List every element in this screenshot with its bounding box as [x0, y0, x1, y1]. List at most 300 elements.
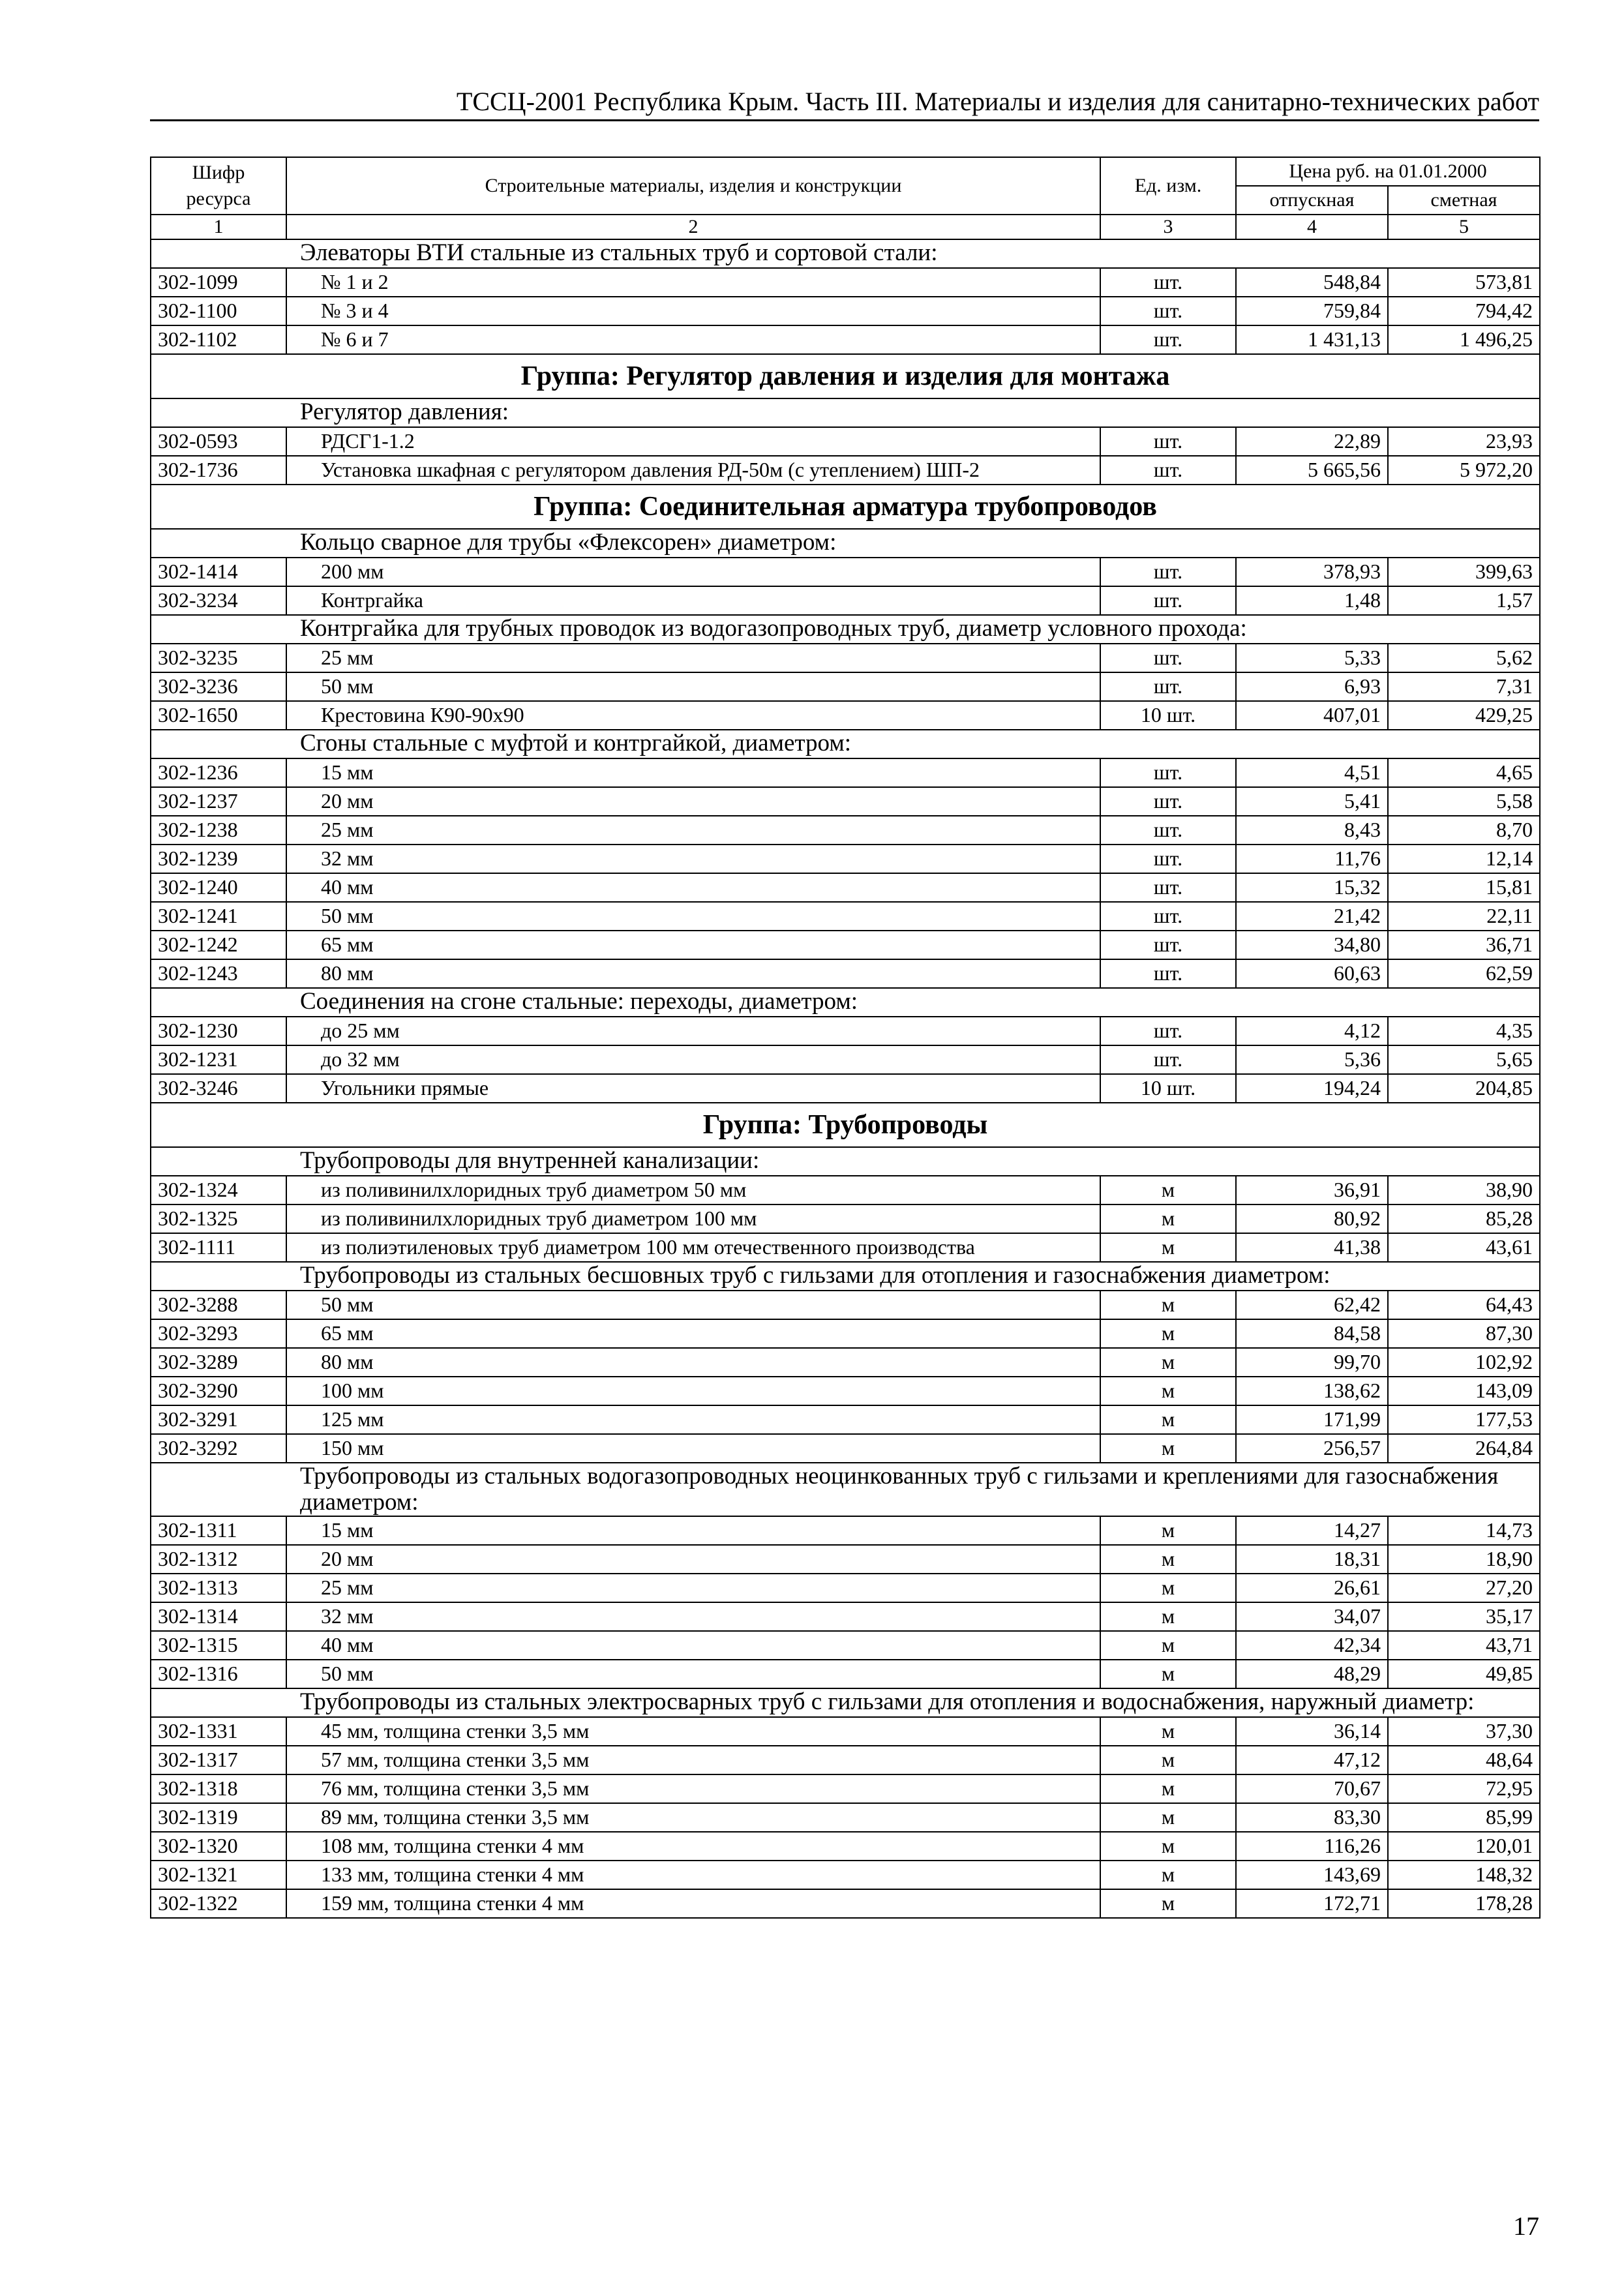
table-row	[151, 325, 1540, 354]
unit-cell: шт.	[1100, 758, 1236, 787]
material-name: 50 мм	[286, 902, 1100, 931]
group-title: Группа: Трубопроводы	[151, 1103, 1540, 1147]
release-price: 99,70	[1236, 1348, 1388, 1377]
release-price: 48,29	[1236, 1660, 1388, 1688]
subgroup-title: Элеваторы ВТИ стальные из стальных труб и сортовой стали:	[151, 239, 1540, 268]
release-price: 6,93	[1236, 672, 1388, 701]
page-number: 17	[1513, 2211, 1539, 2241]
resource-code: 302-1102	[151, 325, 286, 354]
table-row	[151, 1348, 1540, 1377]
table-row	[151, 1774, 1540, 1803]
release-price: 18,31	[1236, 1545, 1388, 1574]
table-row	[151, 1746, 1540, 1774]
table-row	[151, 1377, 1540, 1405]
resource-code: 302-1100	[151, 297, 286, 325]
release-price: 36,14	[1236, 1717, 1388, 1746]
estimate-price: 14,73	[1388, 1516, 1540, 1545]
table-row	[151, 758, 1540, 787]
release-price: 548,84	[1236, 268, 1388, 297]
estimate-price: 143,09	[1388, 1377, 1540, 1405]
subgroup-title: Контргайка для трубных проводок из водогазопроводных труб, диаметр условного прохода:	[151, 615, 1540, 644]
resource-code: 302-3290	[151, 1377, 286, 1405]
resource-code: 302-1313	[151, 1574, 286, 1602]
subgroup-title: Сгоны стальные с муфтой и контргайкой, диаметром:	[151, 730, 1540, 758]
release-price: 256,57	[1236, 1434, 1388, 1463]
estimate-price: 22,11	[1388, 902, 1540, 931]
unit-cell: шт.	[1100, 558, 1236, 586]
material-name: 40 мм	[286, 873, 1100, 902]
estimate-price: 264,84	[1388, 1434, 1540, 1463]
table-row	[151, 1861, 1540, 1889]
material-name: 150 мм	[286, 1434, 1100, 1463]
material-name: 32 мм	[286, 845, 1100, 873]
table-row	[151, 1176, 1540, 1204]
material-name: 40 мм	[286, 1631, 1100, 1660]
unit-cell: 10 шт.	[1100, 701, 1236, 730]
resource-code: 302-1324	[151, 1176, 286, 1204]
table-row	[151, 586, 1540, 615]
unit-cell: шт.	[1100, 902, 1236, 931]
group-title: Группа: Регулятор давления и изделия для монтажа	[151, 354, 1540, 398]
estimate-price: 794,42	[1388, 297, 1540, 325]
estimate-price: 18,90	[1388, 1545, 1540, 1574]
release-price: 34,07	[1236, 1602, 1388, 1631]
release-price: 116,26	[1236, 1832, 1388, 1861]
resource-code: 302-1312	[151, 1545, 286, 1574]
estimate-price: 7,31	[1388, 672, 1540, 701]
estimate-price: 43,61	[1388, 1233, 1540, 1262]
material-name: № 3 и 4	[286, 297, 1100, 325]
subgroup-title: Трубопроводы для внутренней канализации:	[151, 1147, 1540, 1176]
unit-cell: м	[1100, 1204, 1236, 1233]
table-row	[151, 701, 1540, 730]
estimate-price: 120,01	[1388, 1832, 1540, 1861]
unit-cell: шт.	[1100, 672, 1236, 701]
resource-code: 302-1311	[151, 1516, 286, 1545]
material-name: 65 мм	[286, 1319, 1100, 1348]
group-header-row	[151, 354, 1540, 398]
estimate-price: 27,20	[1388, 1574, 1540, 1602]
material-name: 20 мм	[286, 1545, 1100, 1574]
table-row	[151, 672, 1540, 701]
estimate-price: 23,93	[1388, 427, 1540, 456]
material-name: 45 мм, толщина стенки 3,5 мм	[286, 1717, 1100, 1746]
release-price: 172,71	[1236, 1889, 1388, 1918]
table-body	[151, 239, 1540, 1918]
subgroup-header-row	[151, 988, 1540, 1017]
release-price: 14,27	[1236, 1516, 1388, 1545]
subgroup-header-row	[151, 730, 1540, 758]
estimate-price: 1 496,25	[1388, 325, 1540, 354]
material-name: 125 мм	[286, 1405, 1100, 1434]
resource-code: 302-1099	[151, 268, 286, 297]
material-name: 57 мм, толщина стенки 3,5 мм	[286, 1746, 1100, 1774]
estimate-price: 15,81	[1388, 873, 1540, 902]
estimate-price: 48,64	[1388, 1746, 1540, 1774]
unit-cell: шт.	[1100, 931, 1236, 959]
unit-cell: м	[1100, 1574, 1236, 1602]
estimate-price: 87,30	[1388, 1319, 1540, 1348]
resource-code: 302-1241	[151, 902, 286, 931]
estimate-price: 178,28	[1388, 1889, 1540, 1918]
subgroup-header-row	[151, 1688, 1540, 1717]
unit-cell: шт.	[1100, 1017, 1236, 1045]
resource-code: 302-3292	[151, 1434, 286, 1463]
estimate-price: 62,59	[1388, 959, 1540, 988]
estimate-price: 429,25	[1388, 701, 1540, 730]
unit-cell: м	[1100, 1319, 1236, 1348]
table-row	[151, 427, 1540, 456]
material-name: 50 мм	[286, 672, 1100, 701]
subgroup-header-row	[151, 398, 1540, 427]
release-price: 83,30	[1236, 1803, 1388, 1832]
resource-code: 302-1242	[151, 931, 286, 959]
table-row	[151, 873, 1540, 902]
resource-code: 302-3291	[151, 1405, 286, 1434]
resource-code: 302-3289	[151, 1348, 286, 1377]
table-row	[151, 1434, 1540, 1463]
resource-code: 302-3288	[151, 1291, 286, 1319]
group-header-row	[151, 485, 1540, 529]
col-unit-header: Ед. изм.	[1100, 157, 1236, 215]
unit-cell: м	[1100, 1746, 1236, 1774]
unit-cell: м	[1100, 1516, 1236, 1545]
col-price-header: Цена руб. на 01.01.2000	[1236, 157, 1540, 186]
release-price: 26,61	[1236, 1574, 1388, 1602]
unit-cell: м	[1100, 1405, 1236, 1434]
resource-code: 302-1315	[151, 1631, 286, 1660]
release-price: 42,34	[1236, 1631, 1388, 1660]
table-row	[151, 845, 1540, 873]
unit-cell: м	[1100, 1291, 1236, 1319]
estimate-price: 35,17	[1388, 1602, 1540, 1631]
col-number: 4	[1236, 215, 1388, 239]
table-row	[151, 558, 1540, 586]
resource-code: 302-1237	[151, 787, 286, 816]
unit-cell: м	[1100, 1176, 1236, 1204]
resource-code: 302-3234	[151, 586, 286, 615]
unit-cell: м	[1100, 1348, 1236, 1377]
unit-cell: шт.	[1100, 644, 1236, 672]
price-table	[150, 157, 1541, 1919]
table-row	[151, 959, 1540, 988]
material-name: из поливинилхлоридных труб диаметром 100 мм	[286, 1204, 1100, 1233]
material-name: 20 мм	[286, 787, 1100, 816]
release-price: 60,63	[1236, 959, 1388, 988]
table-row	[151, 456, 1540, 485]
material-name: РДСГ1-1.2	[286, 427, 1100, 456]
subgroup-title: Соединения на сгоне стальные: переходы, диаметром:	[151, 988, 1540, 1017]
table-row	[151, 1291, 1540, 1319]
unit-cell: шт.	[1100, 787, 1236, 816]
estimate-price: 5,65	[1388, 1045, 1540, 1074]
group-header-row	[151, 1103, 1540, 1147]
table-row	[151, 1660, 1540, 1688]
table-row	[151, 902, 1540, 931]
subgroup-header-row	[151, 1262, 1540, 1291]
material-name: 50 мм	[286, 1291, 1100, 1319]
release-price: 143,69	[1236, 1861, 1388, 1889]
release-price: 22,89	[1236, 427, 1388, 456]
unit-cell: м	[1100, 1803, 1236, 1832]
col-name-header: Строительные материалы, изделия и конструкции	[286, 157, 1100, 215]
table-row	[151, 1204, 1540, 1233]
material-name: 159 мм, толщина стенки 4 мм	[286, 1889, 1100, 1918]
table-row	[151, 644, 1540, 672]
unit-cell: шт.	[1100, 586, 1236, 615]
unit-cell: м	[1100, 1377, 1236, 1405]
release-price: 5 665,56	[1236, 456, 1388, 485]
resource-code: 302-1325	[151, 1204, 286, 1233]
estimate-price: 148,32	[1388, 1861, 1540, 1889]
resource-code: 302-1111	[151, 1233, 286, 1262]
release-price: 4,12	[1236, 1017, 1388, 1045]
estimate-price: 43,71	[1388, 1631, 1540, 1660]
resource-code: 302-1318	[151, 1774, 286, 1803]
col-number: 2	[286, 215, 1100, 239]
resource-code: 302-1414	[151, 558, 286, 586]
resource-code: 302-3236	[151, 672, 286, 701]
subgroup-title: Кольцо сварное для трубы «Флексорен» диаметром:	[151, 529, 1540, 558]
material-name: из поливинилхлоридных труб диаметром 50 мм	[286, 1176, 1100, 1204]
col-number: 5	[1388, 215, 1540, 239]
subgroup-header-row	[151, 1463, 1540, 1516]
material-name: 25 мм	[286, 644, 1100, 672]
material-name: до 25 мм	[286, 1017, 1100, 1045]
page-header: ТССЦ-2001 Республика Крым. Часть III. Материалы и изделия для санитарно-технических работ	[456, 87, 1539, 116]
subgroup-title: Трубопроводы из стальных бесшовных труб с гильзами для отопления и газоснабжения диаметром:	[151, 1262, 1540, 1291]
unit-cell: шт.	[1100, 325, 1236, 354]
material-name: 65 мм	[286, 931, 1100, 959]
unit-cell: шт.	[1100, 268, 1236, 297]
release-price: 1,48	[1236, 586, 1388, 615]
resource-code: 302-1314	[151, 1602, 286, 1631]
material-name: 15 мм	[286, 1516, 1100, 1545]
estimate-price: 64,43	[1388, 1291, 1540, 1319]
material-name: Крестовина К90-90х90	[286, 701, 1100, 730]
unit-cell: м	[1100, 1660, 1236, 1688]
unit-cell: м	[1100, 1545, 1236, 1574]
release-price: 194,24	[1236, 1074, 1388, 1103]
release-price: 84,58	[1236, 1319, 1388, 1348]
release-price: 47,12	[1236, 1746, 1388, 1774]
material-name: 76 мм, толщина стенки 3,5 мм	[286, 1774, 1100, 1803]
estimate-price: 12,14	[1388, 845, 1540, 873]
col-code-header: Шифр ресурса	[151, 157, 286, 215]
col-estimate-header: сметная	[1388, 186, 1540, 215]
col-number: 3	[1100, 215, 1236, 239]
material-name: Контргайка	[286, 586, 1100, 615]
unit-cell: м	[1100, 1717, 1236, 1746]
estimate-price: 1,57	[1388, 586, 1540, 615]
unit-cell: шт.	[1100, 816, 1236, 845]
estimate-price: 5,58	[1388, 787, 1540, 816]
release-price: 70,67	[1236, 1774, 1388, 1803]
unit-cell: м	[1100, 1832, 1236, 1861]
table-row	[151, 1631, 1540, 1660]
resource-code: 302-1319	[151, 1803, 286, 1832]
unit-cell: шт.	[1100, 845, 1236, 873]
release-price: 1 431,13	[1236, 325, 1388, 354]
material-name: 25 мм	[286, 816, 1100, 845]
material-name: 89 мм, толщина стенки 3,5 мм	[286, 1803, 1100, 1832]
material-name: № 1 и 2	[286, 268, 1100, 297]
estimate-price: 38,90	[1388, 1176, 1540, 1204]
table-row	[151, 1832, 1540, 1861]
material-name: из полиэтиленовых труб диаметром 100 мм отечественного производства	[286, 1233, 1100, 1262]
release-price: 5,41	[1236, 787, 1388, 816]
release-price: 41,38	[1236, 1233, 1388, 1262]
resource-code: 302-1317	[151, 1746, 286, 1774]
release-price: 378,93	[1236, 558, 1388, 586]
estimate-price: 49,85	[1388, 1660, 1540, 1688]
estimate-price: 37,30	[1388, 1717, 1540, 1746]
unit-cell: шт.	[1100, 1045, 1236, 1074]
estimate-price: 4,35	[1388, 1017, 1540, 1045]
resource-code: 302-1316	[151, 1660, 286, 1688]
resource-code: 302-1239	[151, 845, 286, 873]
material-name: Установка шкафная с регулятором давления РД-50м (с утеплением) ШП-2	[286, 456, 1100, 485]
resource-code: 302-1320	[151, 1832, 286, 1861]
release-price: 80,92	[1236, 1204, 1388, 1233]
material-name: 80 мм	[286, 959, 1100, 988]
table-row	[151, 1017, 1540, 1045]
release-price: 11,76	[1236, 845, 1388, 873]
unit-cell: м	[1100, 1233, 1236, 1262]
material-name: 108 мм, толщина стенки 4 мм	[286, 1832, 1100, 1861]
table-row	[151, 297, 1540, 325]
unit-cell: м	[1100, 1774, 1236, 1803]
resource-code: 302-1650	[151, 701, 286, 730]
table-row	[151, 787, 1540, 816]
subgroup-header-row	[151, 615, 1540, 644]
resource-code: 302-1331	[151, 1717, 286, 1746]
unit-cell: м	[1100, 1602, 1236, 1631]
subgroup-header-row	[151, 1147, 1540, 1176]
unit-cell: м	[1100, 1889, 1236, 1918]
resource-code: 302-3235	[151, 644, 286, 672]
resource-code: 302-1322	[151, 1889, 286, 1918]
table-row	[151, 1803, 1540, 1832]
estimate-price: 4,65	[1388, 758, 1540, 787]
unit-cell: шт.	[1100, 427, 1236, 456]
release-price: 759,84	[1236, 297, 1388, 325]
release-price: 21,42	[1236, 902, 1388, 931]
unit-cell: м	[1100, 1861, 1236, 1889]
resource-code: 302-1238	[151, 816, 286, 845]
release-price: 4,51	[1236, 758, 1388, 787]
table-row	[151, 1574, 1540, 1602]
resource-code: 302-1243	[151, 959, 286, 988]
table-row	[151, 1889, 1540, 1918]
resource-code: 302-1736	[151, 456, 286, 485]
release-price: 138,62	[1236, 1377, 1388, 1405]
estimate-price: 102,92	[1388, 1348, 1540, 1377]
material-name: 25 мм	[286, 1574, 1100, 1602]
resource-code: 302-3293	[151, 1319, 286, 1348]
material-name: 133 мм, толщина стенки 4 мм	[286, 1861, 1100, 1889]
material-name: 32 мм	[286, 1602, 1100, 1631]
resource-code: 302-1321	[151, 1861, 286, 1889]
estimate-price: 8,70	[1388, 816, 1540, 845]
estimate-price: 85,28	[1388, 1204, 1540, 1233]
release-price: 8,43	[1236, 816, 1388, 845]
subgroup-header-row	[151, 529, 1540, 558]
estimate-price: 204,85	[1388, 1074, 1540, 1103]
unit-cell: м	[1100, 1434, 1236, 1463]
release-price: 34,80	[1236, 931, 1388, 959]
material-name: 80 мм	[286, 1348, 1100, 1377]
unit-cell: м	[1100, 1631, 1236, 1660]
col-release-header: отпускная	[1236, 186, 1388, 215]
table-row	[151, 1233, 1540, 1262]
unit-cell: 10 шт.	[1100, 1074, 1236, 1103]
header-rule	[150, 119, 1539, 121]
material-name: Угольники прямые	[286, 1074, 1100, 1103]
subgroup-title: Регулятор давления:	[151, 398, 1540, 427]
material-name: до 32 мм	[286, 1045, 1100, 1074]
release-price: 171,99	[1236, 1405, 1388, 1434]
table-row	[151, 816, 1540, 845]
release-price: 62,42	[1236, 1291, 1388, 1319]
unit-cell: шт.	[1100, 456, 1236, 485]
col-number: 1	[151, 215, 286, 239]
subgroup-title: Трубопроводы из стальных электросварных труб с гильзами для отопления и водоснабжения, наружный диаметр:	[151, 1688, 1540, 1717]
release-price: 36,91	[1236, 1176, 1388, 1204]
release-price: 5,33	[1236, 644, 1388, 672]
resource-code: 302-1230	[151, 1017, 286, 1045]
table-row	[151, 1405, 1540, 1434]
material-name: 200 мм	[286, 558, 1100, 586]
estimate-price: 5 972,20	[1388, 456, 1540, 485]
unit-cell: шт.	[1100, 959, 1236, 988]
subgroup-header-row	[151, 239, 1540, 268]
table-row	[151, 268, 1540, 297]
material-name: 15 мм	[286, 758, 1100, 787]
group-title: Группа: Соединительная арматура трубопроводов	[151, 485, 1540, 529]
release-price: 15,32	[1236, 873, 1388, 902]
resource-code: 302-1231	[151, 1045, 286, 1074]
table-row	[151, 1074, 1540, 1103]
resource-code: 302-3246	[151, 1074, 286, 1103]
estimate-price: 72,95	[1388, 1774, 1540, 1803]
unit-cell: шт.	[1100, 297, 1236, 325]
table-row	[151, 1045, 1540, 1074]
material-name: 50 мм	[286, 1660, 1100, 1688]
table-row	[151, 1319, 1540, 1348]
unit-cell: шт.	[1100, 873, 1236, 902]
table-row	[151, 931, 1540, 959]
release-price: 407,01	[1236, 701, 1388, 730]
release-price: 5,36	[1236, 1045, 1388, 1074]
resource-code: 302-0593	[151, 427, 286, 456]
resource-code: 302-1236	[151, 758, 286, 787]
subgroup-title: Трубопроводы из стальных водогазопроводных неоцинкованных труб с гильзами и креплениями для газоснабжения диаметром:	[151, 1463, 1540, 1516]
estimate-price: 573,81	[1388, 268, 1540, 297]
estimate-price: 399,63	[1388, 558, 1540, 586]
estimate-price: 85,99	[1388, 1803, 1540, 1832]
table-row	[151, 1602, 1540, 1631]
estimate-price: 177,53	[1388, 1405, 1540, 1434]
table-row	[151, 1545, 1540, 1574]
table-row	[151, 1516, 1540, 1545]
table-row	[151, 1717, 1540, 1746]
material-name: 100 мм	[286, 1377, 1100, 1405]
estimate-price: 36,71	[1388, 931, 1540, 959]
estimate-price: 5,62	[1388, 644, 1540, 672]
resource-code: 302-1240	[151, 873, 286, 902]
material-name: № 6 и 7	[286, 325, 1100, 354]
